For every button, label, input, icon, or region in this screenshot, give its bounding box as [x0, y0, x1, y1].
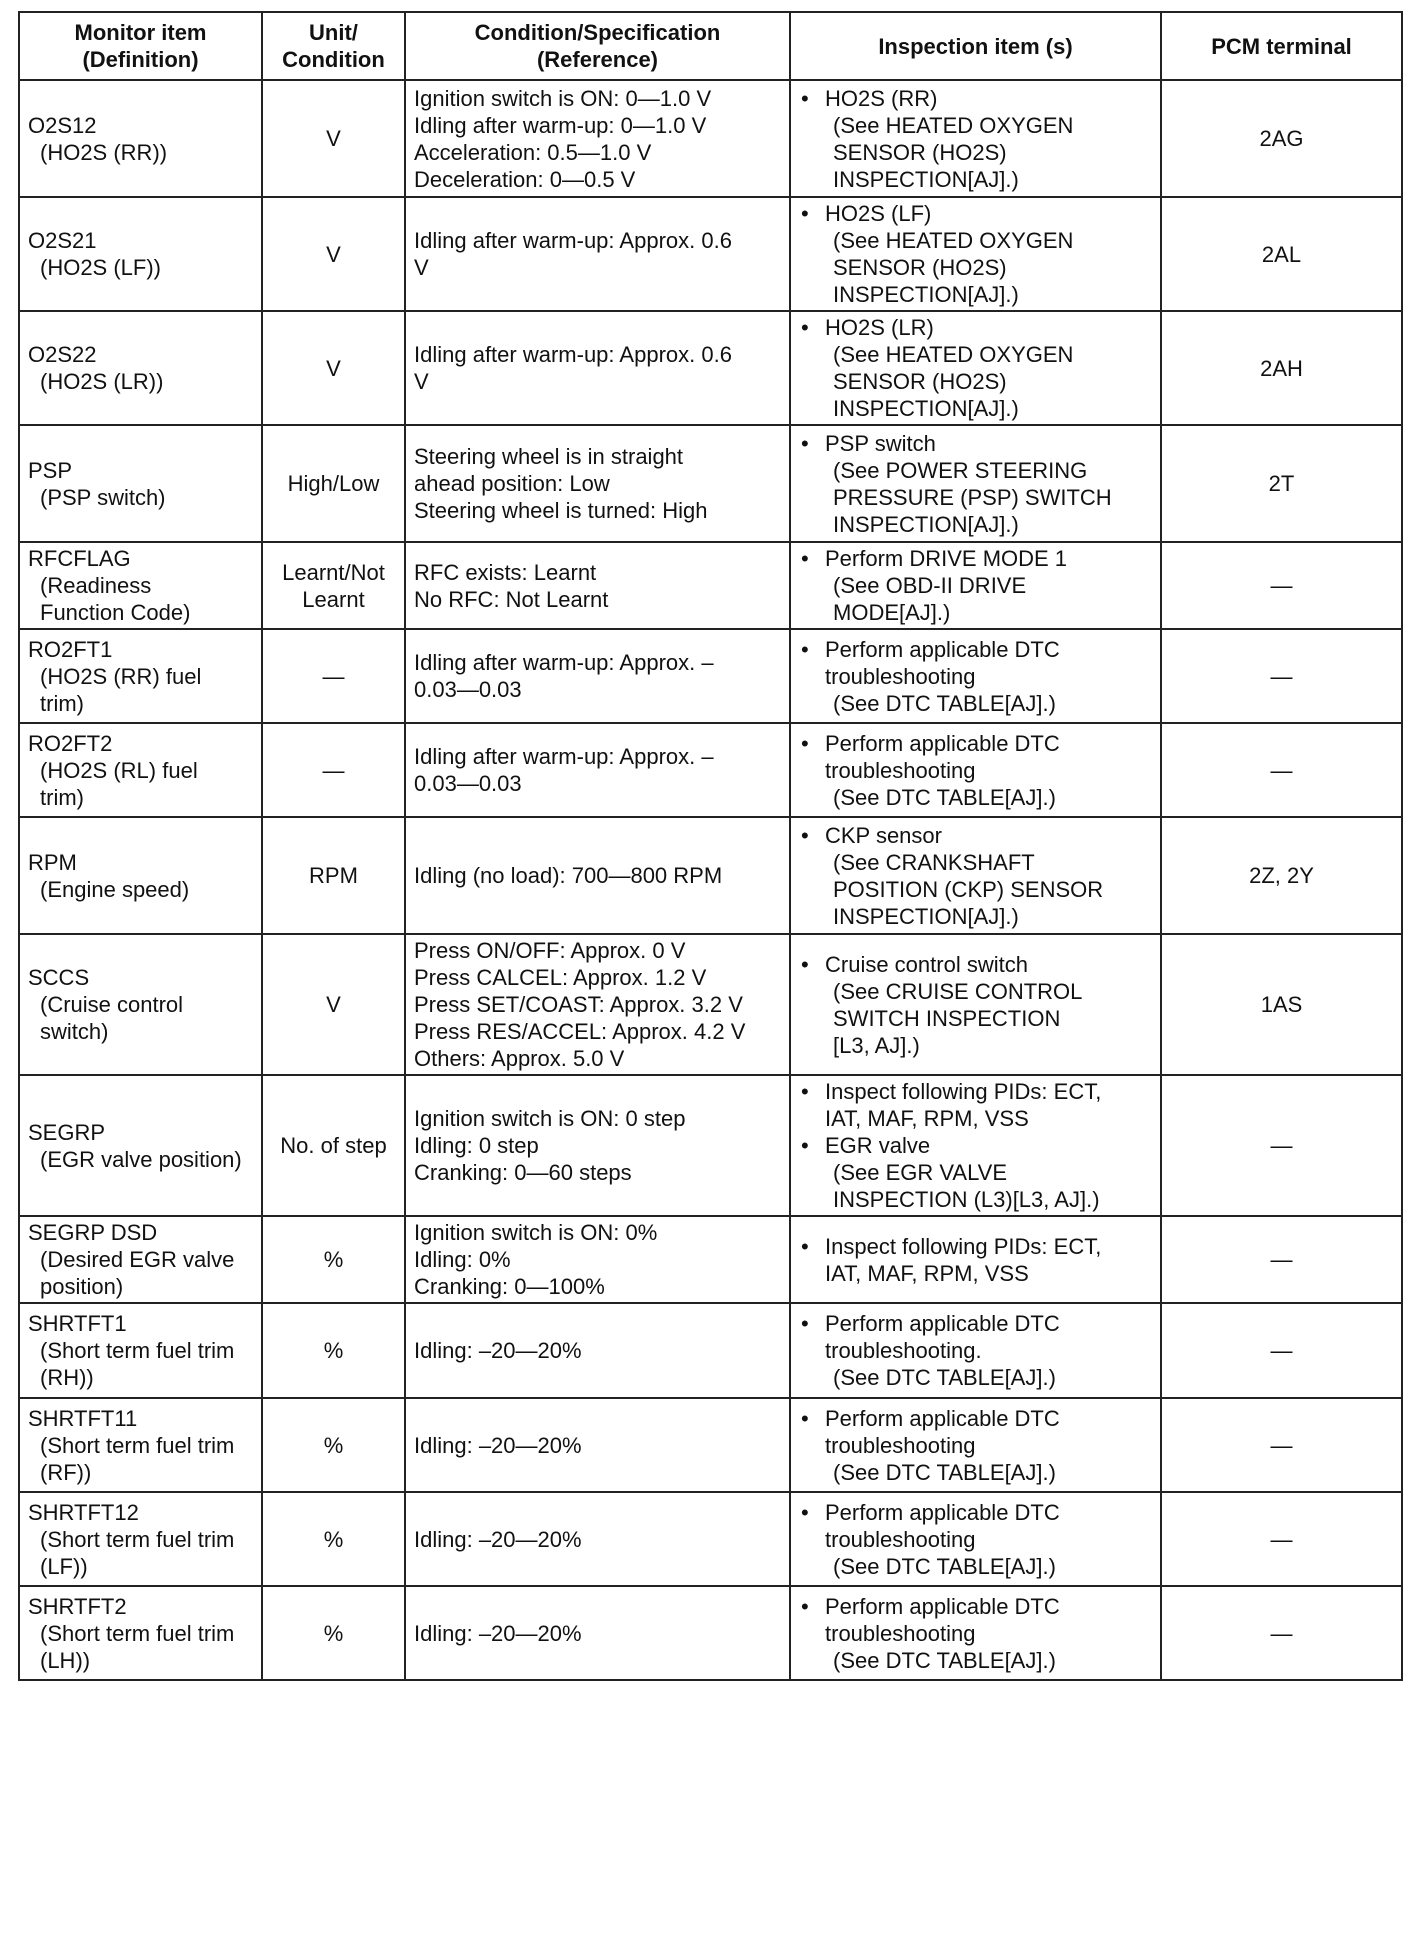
- table-row: [19, 80, 1402, 197]
- monitor-item-definition: (LF)): [40, 1553, 88, 1579]
- monitor-item-cell: [19, 723, 262, 817]
- inspection-item: [799, 314, 1152, 422]
- unit-cell: [262, 1398, 405, 1492]
- condition-line: Steering wheel is in straight: [414, 444, 684, 469]
- unit-cell: [262, 1586, 405, 1680]
- inspection-title: • Perform applicable DTC: [825, 1405, 1060, 1431]
- inspection-item: [799, 430, 1152, 538]
- condition-cell: [405, 1303, 790, 1398]
- inspection-reference: INSPECTION (L3)[L3, AJ].): [833, 1187, 1100, 1212]
- inspection-title: • HO2S (LF): [825, 201, 932, 226]
- inspection-reference: PRESSURE (PSP) SWITCH: [833, 484, 1112, 510]
- monitor-item-cell: [19, 311, 262, 425]
- monitor-item-code: SHRTFT11: [28, 1405, 138, 1431]
- inspection-cell: [790, 311, 1161, 425]
- table-row: [19, 542, 1402, 629]
- condition-line: Cranking: 0—100%: [414, 1274, 605, 1299]
- inspection-item: [799, 822, 1152, 930]
- inspection-reference: MODE[AJ].): [833, 600, 951, 625]
- pcm-terminal-cell: —: [1161, 1398, 1402, 1492]
- condition-cell: [405, 817, 790, 934]
- condition-line: Deceleration: 0—0.5 V: [414, 166, 636, 192]
- condition-line: Ignition switch is ON: 0%: [414, 1220, 658, 1245]
- inspection-title: • HO2S (RR): [825, 85, 938, 111]
- monitor-item-code: RO2FT1: [28, 636, 113, 662]
- inspection-item: [799, 1132, 1152, 1213]
- monitor-item-code: SCCS: [28, 965, 90, 990]
- table-header-row: [19, 12, 1402, 80]
- inspection-reference: (See CRANKSHAFT: [833, 849, 1035, 875]
- inspection-reference: (See EGR VALVE: [833, 1160, 1008, 1185]
- inspection-reference: SENSOR (HO2S): [833, 369, 1007, 394]
- condition-line: Acceleration: 0.5—1.0 V: [414, 139, 652, 165]
- inspection-title-cont: troubleshooting: [825, 1526, 976, 1552]
- monitor-item-definition: (HO2S (RR) fuel: [40, 663, 202, 689]
- condition-cell: [405, 1075, 790, 1216]
- monitor-item-cell: [19, 1586, 262, 1680]
- monitor-item-code: SEGRP DSD: [28, 1220, 158, 1245]
- table-row: [19, 1398, 1402, 1492]
- table-row: [19, 723, 1402, 817]
- pcm-terminal-cell: —: [1161, 723, 1402, 817]
- inspection-list: [799, 1593, 1152, 1674]
- inspection-title: • Perform applicable DTC: [825, 1593, 1060, 1619]
- inspection-title-cont: troubleshooting: [825, 1432, 976, 1458]
- table-row: [19, 197, 1402, 311]
- unit-text: No. of step: [280, 1133, 387, 1158]
- inspection-reference: INSPECTION[AJ].): [833, 396, 1019, 421]
- unit-cell: [262, 1303, 405, 1398]
- inspection-item: [799, 1310, 1152, 1391]
- unit-cell: [262, 197, 405, 311]
- inspection-title: • Perform applicable DTC: [825, 1311, 1060, 1336]
- unit-text: V: [326, 355, 341, 381]
- inspection-cell: [790, 1492, 1161, 1586]
- inspection-list: [799, 85, 1152, 193]
- condition-cell: [405, 80, 790, 197]
- inspection-cell: [790, 1586, 1161, 1680]
- condition-line: 0.03—0.03: [414, 677, 522, 702]
- inspection-item: [799, 636, 1152, 717]
- monitor-item-code: SHRTFT12: [28, 1499, 139, 1525]
- header-monitor-item: Monitor item (Definition): [19, 12, 262, 80]
- unit-text: RPM: [309, 863, 358, 888]
- pcm-terminal-cell: 1AS: [1161, 934, 1402, 1075]
- monitor-item-definition: (RH)): [40, 1365, 94, 1390]
- inspection-reference: (See HEATED OXYGEN: [833, 342, 1074, 367]
- condition-cell: [405, 1216, 790, 1303]
- condition-line: Idling after warm-up: Approx. 0.6: [414, 342, 732, 367]
- inspection-reference: INSPECTION[AJ].): [833, 166, 1019, 192]
- table-row: [19, 425, 1402, 542]
- monitor-item-code: RFCFLAG: [28, 546, 131, 571]
- unit-text: %: [323, 1338, 344, 1363]
- unit-text: V: [326, 241, 341, 267]
- condition-cell: [405, 197, 790, 311]
- header-unit: Unit/ Condition: [262, 12, 405, 80]
- inspection-list: [799, 430, 1152, 538]
- inspection-cell: [790, 197, 1161, 311]
- condition-cell: [405, 1492, 790, 1586]
- inspection-title: • CKP sensor: [825, 822, 942, 848]
- monitor-item-cell: [19, 629, 262, 723]
- condition-cell: [405, 425, 790, 542]
- monitor-item-cell: [19, 425, 262, 542]
- monitor-item-definition: (LH)): [40, 1647, 91, 1673]
- inspection-reference: (See DTC TABLE[AJ].): [833, 1365, 1056, 1390]
- inspection-reference: SWITCH INSPECTION: [833, 1005, 1061, 1031]
- table-row: [19, 817, 1402, 934]
- inspection-title-cont: IAT, MAF, RPM, VSS: [825, 1260, 1029, 1286]
- table-row: [19, 1075, 1402, 1216]
- monitor-item-definition: switch): [40, 1019, 109, 1044]
- pcm-terminal-cell: 2Z, 2Y: [1161, 817, 1402, 934]
- inspection-title: • Cruise control switch: [825, 951, 1028, 977]
- inspection-cell: [790, 1303, 1161, 1398]
- pcm-terminal-cell: —: [1161, 1492, 1402, 1586]
- condition-line: Idling after warm-up: Approx. –: [414, 744, 714, 769]
- condition-line: Idling (no load): 700—800 RPM: [414, 863, 723, 888]
- inspection-reference: (See DTC TABLE[AJ].): [833, 1459, 1056, 1485]
- monitor-item-definition: (RF)): [40, 1459, 92, 1485]
- monitor-item-definition: (HO2S (RL) fuel: [40, 757, 198, 783]
- inspection-title-cont: troubleshooting.: [825, 1338, 982, 1363]
- monitor-item-cell: [19, 817, 262, 934]
- unit-cell: [262, 425, 405, 542]
- inspection-title: • Inspect following PIDs: ECT,: [825, 1233, 1102, 1259]
- monitor-item-definition: (Short term fuel trim: [40, 1526, 235, 1552]
- inspection-title: • PSP switch: [825, 430, 936, 456]
- header-pcm-terminal: PCM terminal: [1161, 12, 1402, 80]
- condition-line: Press RES/ACCEL: Approx. 4.2 V: [414, 1019, 746, 1044]
- unit-cell: [262, 934, 405, 1075]
- inspection-list: [799, 200, 1152, 308]
- inspection-cell: [790, 1075, 1161, 1216]
- inspection-list: [799, 1405, 1152, 1486]
- inspection-title: • HO2S (LR): [825, 315, 934, 340]
- table-row: [19, 934, 1402, 1075]
- monitor-item-definition: (Cruise control: [40, 992, 184, 1017]
- condition-cell: [405, 311, 790, 425]
- inspection-reference: SENSOR (HO2S): [833, 139, 1007, 165]
- inspection-cell: [790, 934, 1161, 1075]
- condition-line: Idling: –20—20%: [414, 1620, 582, 1646]
- inspection-cell: [790, 723, 1161, 817]
- unit-text: Learnt/Not: [282, 559, 385, 585]
- monitor-item-code: RO2FT2: [28, 730, 113, 756]
- inspection-reference: (See POWER STEERING: [833, 457, 1088, 483]
- unit-cell: [262, 629, 405, 723]
- monitor-item-cell: [19, 197, 262, 311]
- pcm-terminal-cell: —: [1161, 1075, 1402, 1216]
- monitor-item-definition: (HO2S (LF)): [40, 255, 161, 280]
- monitor-item-cell: [19, 1398, 262, 1492]
- pcm-terminal-cell: 2AH: [1161, 311, 1402, 425]
- condition-line: Idling: 0%: [414, 1247, 511, 1272]
- condition-line: Idling after warm-up: Approx. 0.6: [414, 228, 732, 253]
- inspection-title-cont: troubleshooting: [825, 757, 976, 783]
- inspection-item: [799, 1593, 1152, 1674]
- condition-cell: [405, 542, 790, 629]
- unit-cell: [262, 1075, 405, 1216]
- table-row: [19, 1492, 1402, 1586]
- monitor-item-code: SHRTFT2: [28, 1593, 127, 1619]
- condition-line: Idling after warm-up: Approx. –: [414, 650, 714, 675]
- monitor-item-code: RPM: [28, 849, 77, 875]
- inspection-reference: INSPECTION[AJ].): [833, 511, 1019, 537]
- unit-cell: [262, 80, 405, 197]
- condition-cell: [405, 1398, 790, 1492]
- inspection-title: • Perform DRIVE MODE 1: [825, 546, 1068, 571]
- unit-text: %: [323, 1620, 344, 1646]
- condition-line: V: [414, 255, 429, 280]
- monitor-item-code: O2S21: [28, 228, 97, 253]
- inspection-title: • Perform applicable DTC: [825, 636, 1060, 662]
- table-row: [19, 1216, 1402, 1303]
- unit-cell: [262, 1216, 405, 1303]
- inspection-cell: [790, 80, 1161, 197]
- monitor-item-definition: (Short term fuel trim: [40, 1432, 235, 1458]
- pcm-terminal-cell: —: [1161, 1303, 1402, 1398]
- inspection-list: [799, 951, 1152, 1059]
- monitor-item-definition: (Readiness: [40, 573, 152, 598]
- monitor-item-definition: Function Code): [40, 600, 191, 625]
- inspection-item: [799, 1078, 1152, 1132]
- unit-cell: [262, 311, 405, 425]
- condition-cell: [405, 1586, 790, 1680]
- condition-cell: [405, 629, 790, 723]
- pcm-terminal-cell: 2AG: [1161, 80, 1402, 197]
- monitor-item-definition: (Short term fuel trim: [40, 1620, 235, 1646]
- inspection-title-cont: troubleshooting: [825, 663, 976, 689]
- unit-cell: [262, 1492, 405, 1586]
- pcm-terminal-cell: 2T: [1161, 425, 1402, 542]
- monitor-item-code: O2S12: [28, 112, 97, 138]
- inspection-list: [799, 1310, 1152, 1391]
- condition-line: Cranking: 0—60 steps: [414, 1160, 632, 1185]
- condition-line: Press CALCEL: Approx. 1.2 V: [414, 965, 707, 990]
- inspection-cell: [790, 542, 1161, 629]
- inspection-reference: [L3, AJ].): [833, 1032, 920, 1058]
- inspection-reference: (See DTC TABLE[AJ].): [833, 690, 1056, 716]
- inspection-reference: (See HEATED OXYGEN: [833, 228, 1074, 253]
- inspection-item: [799, 545, 1152, 626]
- monitor-item-code: SEGRP: [28, 1119, 106, 1145]
- monitor-item-definition: trim): [40, 690, 84, 716]
- condition-line: Idling after warm-up: 0—1.0 V: [414, 112, 707, 138]
- inspection-list: [799, 730, 1152, 811]
- monitor-item-definition: (PSP switch): [40, 484, 166, 510]
- condition-line: Ignition switch is ON: 0—1.0 V: [414, 85, 712, 111]
- inspection-item: [799, 200, 1152, 308]
- pcm-terminal-cell: —: [1161, 1216, 1402, 1303]
- table-body: [19, 80, 1402, 1680]
- unit-text: V: [326, 126, 341, 151]
- condition-line: Idling: –20—20%: [414, 1432, 582, 1458]
- condition-line: 0.03—0.03: [414, 771, 522, 796]
- inspection-item: [799, 1233, 1152, 1287]
- inspection-cell: [790, 1398, 1161, 1492]
- monitor-item-definition: (Engine speed): [40, 876, 190, 902]
- condition-line: RFC exists: Learnt: [414, 559, 597, 585]
- inspection-title: • Perform applicable DTC: [825, 730, 1060, 756]
- condition-line: No RFC: Not Learnt: [414, 586, 609, 612]
- inspection-reference: SENSOR (HO2S): [833, 255, 1007, 280]
- unit-cell: [262, 542, 405, 629]
- inspection-cell: [790, 425, 1161, 542]
- inspection-list: [799, 822, 1152, 930]
- inspection-title: • Perform applicable DTC: [825, 1499, 1060, 1525]
- pcm-terminal-cell: —: [1161, 542, 1402, 629]
- table-row: [19, 629, 1402, 723]
- monitor-item-definition: trim): [40, 784, 84, 810]
- monitor-item-definition: (EGR valve position): [40, 1146, 242, 1172]
- condition-line: Idling: –20—20%: [414, 1526, 582, 1552]
- monitor-item-cell: [19, 80, 262, 197]
- table-row: [19, 1303, 1402, 1398]
- condition-line: Press SET/COAST: Approx. 3.2 V: [414, 992, 743, 1017]
- inspection-reference: POSITION (CKP) SENSOR: [833, 876, 1104, 902]
- monitor-item-cell: [19, 1075, 262, 1216]
- inspection-title: • Inspect following PIDs: ECT,: [825, 1079, 1102, 1104]
- monitor-item-table: [18, 11, 1403, 1681]
- monitor-item-cell: [19, 1492, 262, 1586]
- inspection-reference: (See DTC TABLE[AJ].): [833, 1553, 1056, 1579]
- inspection-reference: (See OBD-II DRIVE: [833, 573, 1027, 598]
- inspection-title: • EGR valve: [825, 1133, 931, 1158]
- inspection-title-cont: troubleshooting: [825, 1620, 976, 1646]
- unit-cell: [262, 817, 405, 934]
- inspection-list: [799, 314, 1152, 422]
- monitor-item-code: PSP: [28, 457, 73, 483]
- monitor-item-code: O2S22: [28, 342, 97, 367]
- unit-text: %: [323, 1247, 344, 1272]
- unit-cell: [262, 723, 405, 817]
- condition-line: Others: Approx. 5.0 V: [414, 1046, 625, 1071]
- monitor-item-cell: [19, 934, 262, 1075]
- header-condition: Condition/Specification (Reference): [405, 12, 790, 80]
- inspection-item: [799, 951, 1152, 1059]
- inspection-reference: INSPECTION[AJ].): [833, 903, 1019, 929]
- condition-line: Press ON/OFF: Approx. 0 V: [414, 938, 686, 963]
- inspection-reference: INSPECTION[AJ].): [833, 282, 1019, 307]
- inspection-reference: (See DTC TABLE[AJ].): [833, 784, 1056, 810]
- inspection-reference: (See HEATED OXYGEN: [833, 112, 1074, 138]
- pcm-terminal-cell: 2AL: [1161, 197, 1402, 311]
- inspection-item: [799, 730, 1152, 811]
- monitor-item-definition: (HO2S (LR)): [40, 369, 164, 394]
- inspection-item: [799, 1499, 1152, 1580]
- inspection-item: [799, 1405, 1152, 1486]
- header-inspection: Inspection item (s): [790, 12, 1161, 80]
- condition-cell: [405, 934, 790, 1075]
- inspection-list: [799, 545, 1152, 626]
- condition-line: Steering wheel is turned: High: [414, 498, 708, 523]
- condition-line: Idling: 0 step: [414, 1133, 539, 1158]
- inspection-list: [799, 1078, 1152, 1213]
- monitor-item-cell: [19, 1303, 262, 1398]
- inspection-item: [799, 85, 1152, 193]
- unit-text: %: [323, 1526, 344, 1552]
- inspection-cell: [790, 1216, 1161, 1303]
- condition-cell: [405, 723, 790, 817]
- condition-line: Idling: –20—20%: [414, 1338, 582, 1363]
- pcm-terminal-cell: —: [1161, 629, 1402, 723]
- monitor-item-code: SHRTFT1: [28, 1311, 127, 1336]
- document-page: [18, 11, 1401, 1681]
- monitor-item-cell: [19, 542, 262, 629]
- inspection-list: [799, 1233, 1152, 1287]
- inspection-cell: [790, 629, 1161, 723]
- table-row: [19, 1586, 1402, 1680]
- condition-line: Ignition switch is ON: 0 step: [414, 1106, 686, 1131]
- inspection-title-cont: IAT, MAF, RPM, VSS: [825, 1106, 1029, 1131]
- unit-text: %: [323, 1432, 344, 1458]
- inspection-list: [799, 1499, 1152, 1580]
- inspection-cell: [790, 817, 1161, 934]
- monitor-item-definition: (HO2S (RR)): [40, 139, 168, 165]
- condition-line: V: [414, 369, 429, 394]
- monitor-item-definition: (Desired EGR valve: [40, 1247, 235, 1272]
- monitor-item-definition: position): [40, 1274, 124, 1299]
- condition-line: ahead position: Low: [414, 471, 610, 496]
- table-row: [19, 311, 1402, 425]
- unit-text: High/Low: [287, 471, 380, 496]
- unit-text: —: [322, 663, 345, 689]
- pcm-terminal-cell: —: [1161, 1586, 1402, 1680]
- monitor-item-cell: [19, 1216, 262, 1303]
- inspection-list: [799, 636, 1152, 717]
- unit-text: —: [322, 757, 345, 783]
- monitor-item-definition: (Short term fuel trim: [40, 1338, 235, 1363]
- inspection-reference: (See DTC TABLE[AJ].): [833, 1647, 1056, 1673]
- unit-text: Learnt: [302, 586, 365, 612]
- inspection-reference: (See CRUISE CONTROL: [833, 978, 1083, 1004]
- unit-text: V: [326, 992, 341, 1017]
